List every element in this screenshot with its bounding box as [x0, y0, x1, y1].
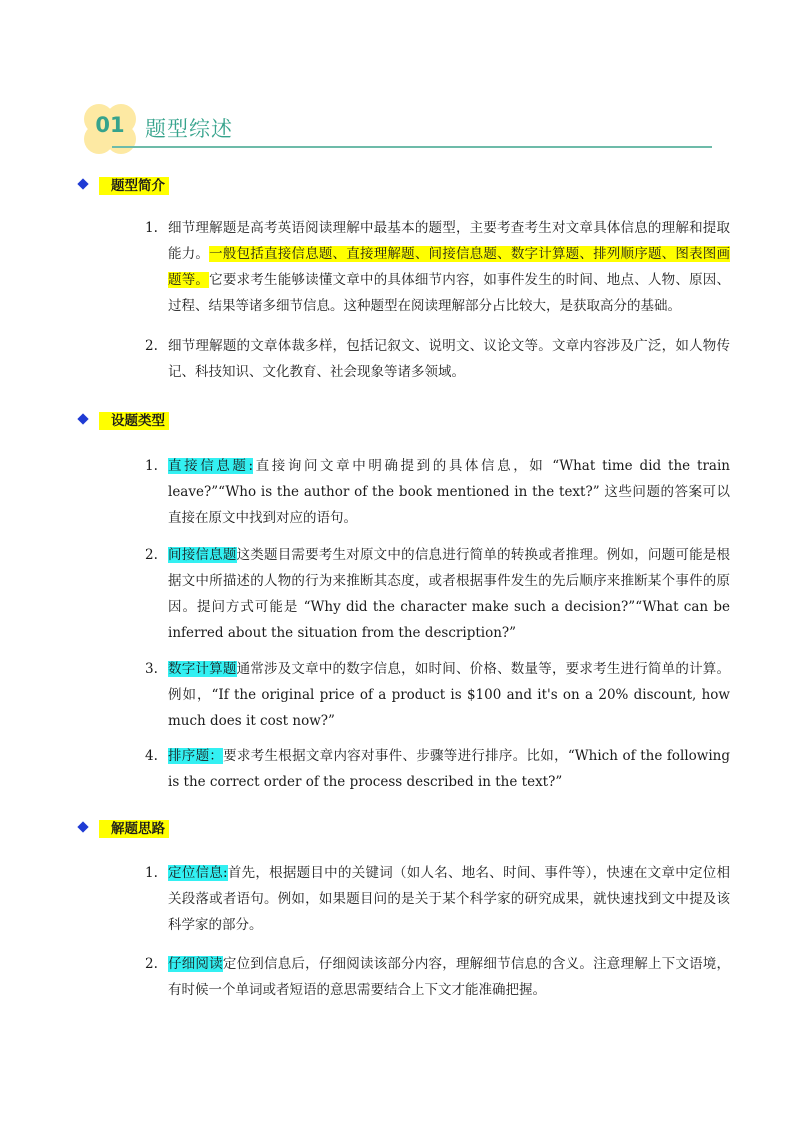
diamond-bullet-icon — [77, 413, 88, 424]
term-label: 间接信息题 — [168, 547, 237, 563]
section-title-approach: 解题思路 — [75, 816, 169, 838]
list-item: 1. 直接信息题:直接询问文章中明确提到的具体信息，如 “What time did the train leave?”“Who is the author of the book mentioned in the text?” 这些问题的答案可以直接在原文中找到对应的语句。 — [145, 458, 730, 526]
list-item: 2. 间接信息题这类题目需要考生对原文中的信息进行简单的转换或者推理。例如，问题可能是根据文中所描述的人物的行为来推断其态度，或者根据事件发生的先后顺序来推断某个事件的原因。提问方式可能是 “Why did the character make such a decision?”“What can be inferred about the situation from the description?” — [145, 547, 730, 641]
list-item: 2. 仔细阅读定位到信息后，仔细阅读该部分内容，理解细节信息的含义。注意理解上下文语境，有时候一个单词或者短语的意思需要结合上下文才能准确把握。 — [145, 956, 731, 998]
list-item: 1. 定位信息:首先，根据题目中的关键词（如人名、地名、时间、事件等），快速在文章中定位相关段落或者语句。例如，如果题目问的是关于某个科学家的研究成果，就快速找到文中提及该科学家的部分。 — [145, 865, 730, 933]
section-title-question-types: 设题类型 — [75, 408, 169, 430]
term-label: 定位信息: — [168, 865, 228, 881]
list-item: 2. 细节理解题的文章体裁多样，包括记叙文、说明文、议论文等。文章内容涉及广泛，如人物传记、科技知识、文化教育、社会现象等诸多领域。 — [145, 338, 730, 380]
section-title-intro: 题型简介 — [75, 173, 169, 195]
term-label: 仔细阅读 — [168, 956, 223, 972]
term-label: 数字计算题 — [168, 661, 237, 677]
term-label: 排序题： — [168, 748, 224, 764]
section-number: 01 — [95, 113, 125, 137]
header-divider — [112, 146, 712, 148]
list-item: 1. 细节理解题是高考英语阅读理解中最基本的题型，主要考查考生对文章具体信息的理解和提取能力。一般包括直接信息题、直接理解题、间接信息题、数字计算题、排列顺序题、图表图画题等。它要求考生能够读懂文章中的具体细节内容，如事件发生的时间、地点、人物、原因、过程、结果等诸多细节信息。这种题型在阅读理解部分占比较大，是获取高分的基础。 — [145, 220, 731, 314]
highlighted-text: 一般包括直接信息题、直接理解题、间接信息题、数字计算题、排列顺序题、图表图画题等。 — [168, 246, 731, 288]
page-title: 题型综述 — [145, 117, 233, 141]
section-header — [82, 100, 712, 150]
list-item: 4. 排序题：要求考生根据文章内容对事件、步骤等进行排序。比如，“Which of the following is the correct order of the process described in the text?” — [145, 748, 730, 790]
term-label: 直接信息题: — [168, 458, 254, 474]
diamond-bullet-icon — [77, 178, 88, 189]
diamond-bullet-icon — [77, 821, 88, 832]
list-item: 3. 数字计算题通常涉及文章中的数字信息，如时间、价格、数量等，要求考生进行简单的计算。例如，“If the original price of a product is $100 and it's on a 20% discount, how much does it cost now?” — [145, 661, 730, 729]
